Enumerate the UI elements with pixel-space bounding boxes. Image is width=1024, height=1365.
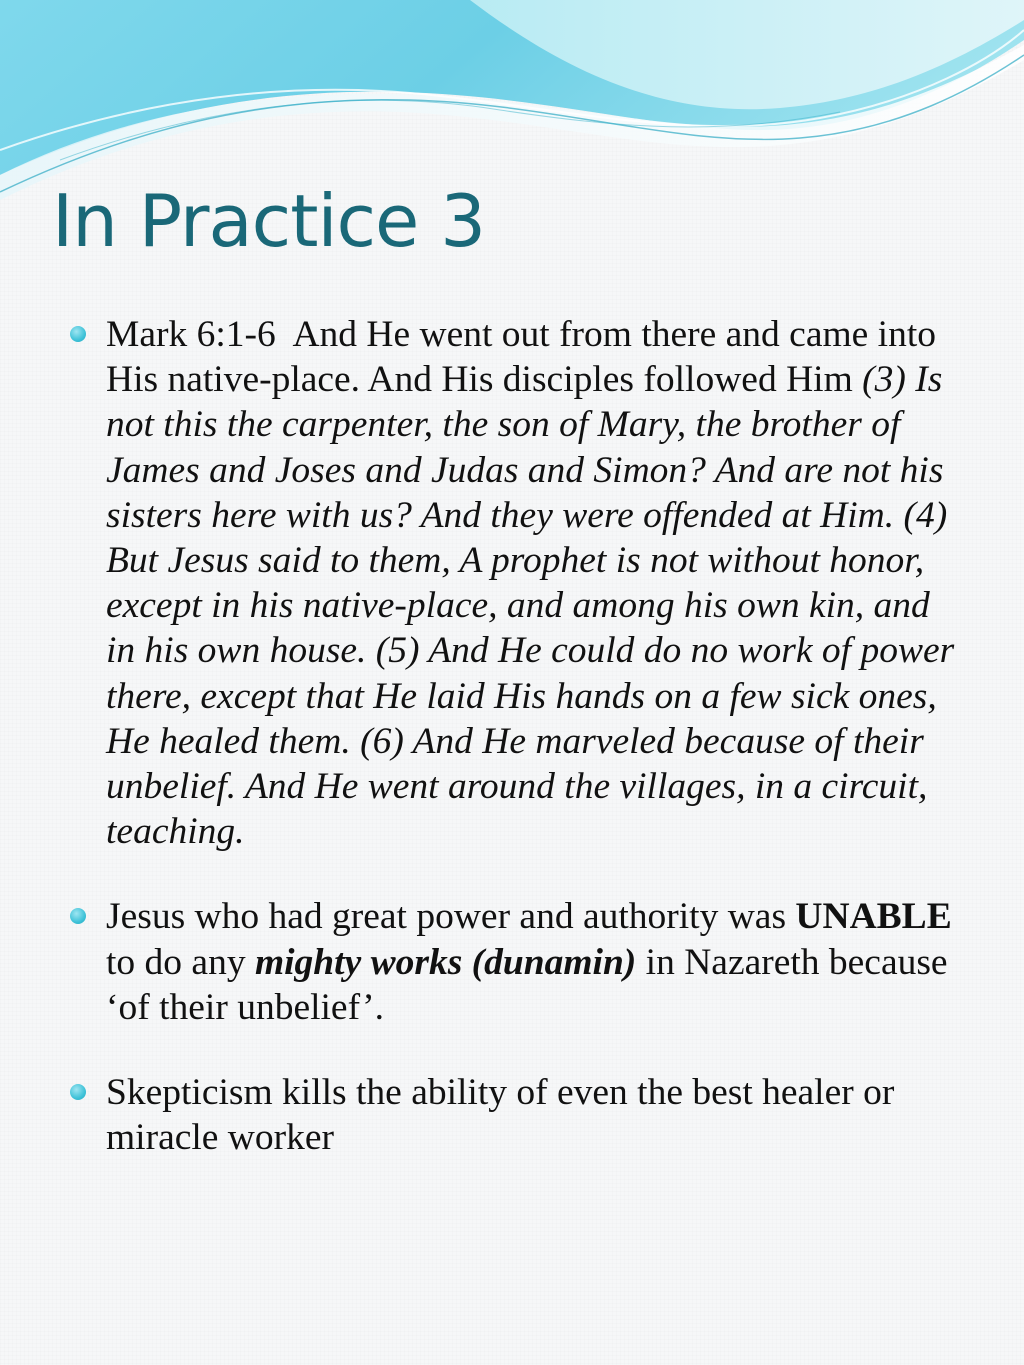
bullet-dot-icon [70, 908, 86, 924]
unable-text-middle: to do any [106, 941, 246, 983]
bullet-item-unable [68, 894, 968, 1030]
slide-title: In Practice 3 [52, 179, 486, 263]
unable-text-after: in Nazareth because ‘of their unbelief’. [106, 941, 948, 1028]
mighty-works-phrase: mighty works (dunamin) [254, 941, 637, 983]
unable-bold-word: UNABLE [795, 896, 952, 938]
unable-text-before: Jesus who had great power and authority was [106, 896, 787, 938]
bullet-dot-icon [70, 1084, 86, 1100]
bullet-item-skepticism [68, 1070, 968, 1160]
bullet-item-scripture [68, 312, 968, 854]
skepticism-text: Skepticism kills the ability of even the best healer or miracle worker [106, 1072, 895, 1159]
scripture-quote: (3) Is not this the carpenter, the son of Mary, the brother of James and Joses and Judas and Simon? And are not his sisters here with us? And they were offended at Him. (4) But Jesus said to them, A prophet is not without honor, except in his native-place, and among his own kin, and in his own house. (5) And He could do no work of power there, except that He laid His hands on a few sick ones, He healed them. (6) And He marveled because of their unbelief. And He went around the villages, in a circuit, teaching. [106, 359, 955, 853]
bullet-list [68, 312, 968, 1160]
bullet-dot-icon [70, 326, 86, 342]
scripture-reference: Mark 6:1-6 [106, 314, 276, 355]
scripture-intro: And He went out from there and came into His native-place. And His disciples followed Him [106, 314, 936, 401]
